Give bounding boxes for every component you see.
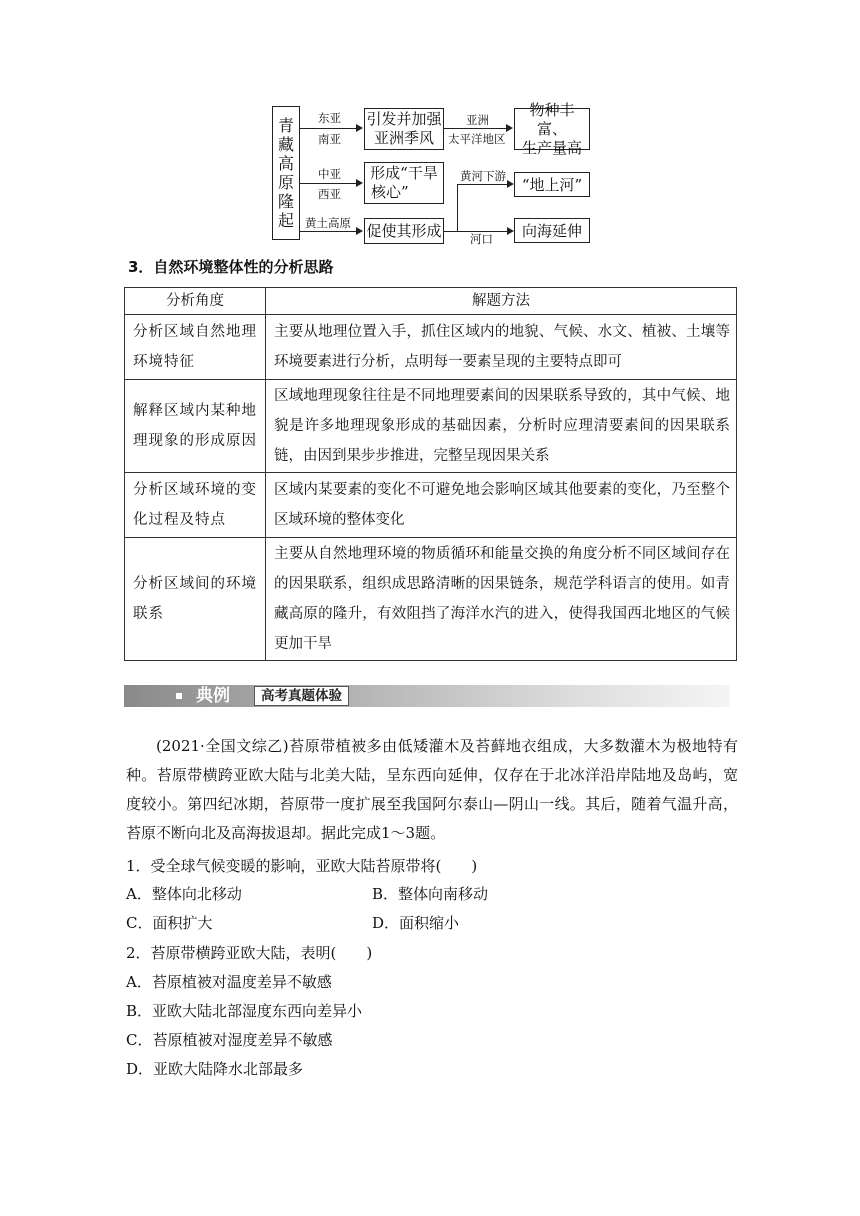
row2-arrow-head xyxy=(356,179,363,187)
section-title: 3．自然环境整体性的分析思路 xyxy=(128,258,334,276)
table-row xyxy=(125,538,737,661)
row1-mid-label-top: 亚洲 xyxy=(466,113,489,127)
table-cell-angle: 分析区域间的环境联系 xyxy=(125,538,266,661)
row1-box1-line: 引发并加强 xyxy=(366,110,442,128)
table-header-row xyxy=(125,288,737,315)
table-header-method: 解题方法 xyxy=(266,288,737,315)
table-cell-method: 区域内某要素的变化不可避免地会影响区域其他要素的变化，乃至整个区域环境的整体变化 xyxy=(266,473,737,538)
row2-box1-line: 形成“干旱 xyxy=(370,164,438,182)
source-char: 青 xyxy=(277,116,294,135)
table-row xyxy=(125,380,737,473)
table-cell-angle: 分析区域自然地理环境特征 xyxy=(125,315,266,380)
row3-lower-arrow-head xyxy=(507,227,514,235)
row3-upper-box-text: “地上河” xyxy=(521,175,583,194)
source-char: 原 xyxy=(277,173,294,192)
table-cell-angle: 分析区域环境的变化过程及特点 xyxy=(125,473,266,538)
source-char: 隆 xyxy=(277,192,294,211)
row3-lower-box xyxy=(514,218,590,243)
banner-tag: 高考真题体验 xyxy=(254,686,349,706)
row3-box1 xyxy=(364,218,444,244)
option: B．整体向南移动 xyxy=(372,885,489,903)
row1-label-bottom: 南亚 xyxy=(318,132,341,146)
row2-box1 xyxy=(364,162,444,204)
source-char: 藏 xyxy=(277,135,294,154)
table-cell-angle: 解释区域内某种地理现象的形成原因 xyxy=(125,380,266,473)
source-char: 高 xyxy=(277,154,294,173)
passage-text: (2021·全国文综乙)苔原带植被多由低矮灌木及苔藓地衣组成，大多数灌木为极地特有种。苔原带横跨亚欧大陆与北美大陆，呈东西向延伸，仅存在于北冰洋沿岸陆地及岛屿，宽度较小。第四纪冰期，苔原带一度扩展至我国阿尔泰山—阴山一线。其后，随着气温升高，苔原不断向北及高海拔退却。据此完成1～3题。 xyxy=(126,737,738,842)
option: C．苔原植被对湿度差异不敏感 xyxy=(126,1031,333,1049)
row1-box1-line: 亚洲季风 xyxy=(373,129,434,147)
row3-branch-line xyxy=(444,231,458,232)
table-row xyxy=(125,315,737,380)
row3-box1-text: 促使其形成 xyxy=(366,222,442,240)
row1-box2-line: 生产量高 xyxy=(521,138,582,157)
row2-label-bottom: 西亚 xyxy=(318,187,341,201)
option: C．面积扩大 xyxy=(126,914,213,932)
option: A．苔原植被对温度差异不敏感 xyxy=(126,973,332,991)
source-box xyxy=(272,106,300,240)
option: B．亚欧大陆北部湿度东西向差异小 xyxy=(126,1002,363,1020)
row1-mid-label-bottom: 太平洋地区 xyxy=(448,132,506,146)
row1-box1 xyxy=(364,108,444,150)
row3-label-top: 黄土高原 xyxy=(305,216,351,230)
row2-arrow-line xyxy=(300,183,356,184)
plateau-uplift-diagram xyxy=(0,0,860,260)
row3-lower-label: 河口 xyxy=(470,232,493,246)
row1-arrow-head xyxy=(356,124,363,132)
source-char: 起 xyxy=(277,211,294,230)
row3-lower-box-text: 向海延伸 xyxy=(521,221,582,240)
question-passage xyxy=(126,732,738,848)
table-row xyxy=(125,473,737,538)
row3-branch-vertical xyxy=(457,184,458,231)
row1-box2-line: 物种丰富、 xyxy=(529,100,575,138)
banner-title: 典例 xyxy=(196,686,230,706)
row3-upper-box xyxy=(514,172,590,197)
row1-label-top: 东亚 xyxy=(318,111,341,125)
example-banner xyxy=(124,683,730,711)
banner-square-icon xyxy=(176,693,182,699)
table-header-angle: 分析角度 xyxy=(125,288,266,315)
row1-arrow-line xyxy=(300,128,356,129)
option: A．整体向北移动 xyxy=(126,885,242,903)
option: D．面积缩小 xyxy=(372,914,460,932)
row2-box1-line: 核心” xyxy=(371,183,409,201)
row3-upper-arrow-head xyxy=(507,180,514,188)
row3-upper-label: 黄河下游 xyxy=(460,169,506,183)
table-cell-method: 区域地理现象往往是不同地理要素间的因果联系导致的，其中气候、地貌是许多地理现象形成的基础因素，分析时应理清要素间的因果联系链，由因到果步步推进，完整呈现因果关系 xyxy=(266,380,737,473)
table-cell-method: 主要从自然地理环境的物质循环和能量交换的角度分析不同区域间存在的因果联系，组织成思路清晰的因果链条，规范学科语言的使用。如青藏高原的隆升，有效阻挡了海洋水汽的进入，使得我国西北地区的气候更加干旱 xyxy=(266,538,737,661)
row1-mid-arrow-line xyxy=(444,128,506,129)
option: D．亚欧大陆降水北部最多 xyxy=(126,1060,304,1078)
row3-arrow-line xyxy=(300,231,356,232)
question-stem: 1．受全球气候变暖的影响，亚欧大陆苔原带将( ) xyxy=(126,857,478,875)
row1-box2 xyxy=(514,100,590,157)
question-stem: 2．苔原带横跨亚欧大陆，表明( ) xyxy=(126,944,373,962)
analysis-table xyxy=(124,287,737,661)
table-cell-method: 主要从地理位置入手，抓住区域内的地貌、气候、水文、植被、土壤等环境要素进行分析，点明每一要素呈现的主要特点即可 xyxy=(266,315,737,380)
row3-upper-arrow-line xyxy=(457,184,507,185)
row1-mid-arrow-head xyxy=(506,124,513,132)
row2-label-top: 中亚 xyxy=(318,167,341,181)
row3-arrow-head xyxy=(356,227,363,235)
